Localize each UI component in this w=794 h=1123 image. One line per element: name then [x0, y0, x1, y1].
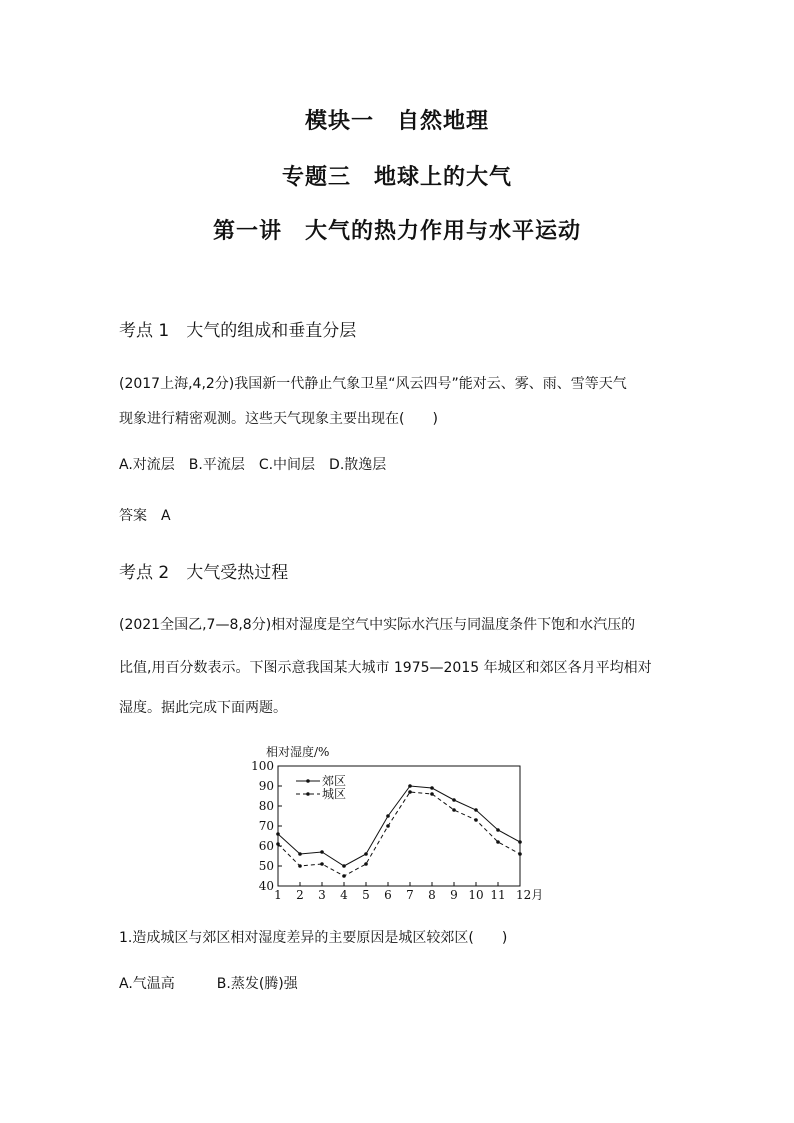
topic-title: 专题三 地球上的大气: [281, 165, 512, 190]
data-point-urban: [298, 864, 302, 868]
section2-heading: 考点 2 大气受热过程: [119, 563, 289, 583]
y-tick-label: 60: [258, 839, 274, 853]
y-tick-label: 90: [258, 779, 274, 793]
x-tick-label: 7: [406, 888, 414, 902]
legend-label-urban: 城区: [322, 787, 347, 801]
data-point-suburb: [386, 814, 390, 818]
intro-text-line3: 湿度。据此完成下面两题。: [119, 700, 287, 716]
series-line-urban: [278, 792, 520, 876]
data-point-urban: [342, 874, 346, 878]
module-title: 模块一 自然地理: [304, 109, 489, 134]
question-text-line1: (2017上海,4,2分)我国新一代静止气象卫星“风云四号”能对云、雾、雨、雪等天气: [119, 376, 627, 392]
y-tick-label: 70: [258, 819, 274, 833]
data-point-urban: [320, 862, 324, 866]
data-point-urban: [430, 792, 434, 796]
data-point-suburb: [474, 808, 478, 812]
x-tick-label: 1: [274, 888, 282, 902]
data-point-urban: [276, 842, 280, 846]
x-tick-label: 9: [450, 888, 458, 902]
humidity-line-chart: [240, 742, 550, 904]
question-1-options: A.气温高 B.蒸发(腾)强: [119, 976, 298, 992]
x-tick-label: 12月: [516, 888, 544, 902]
x-tick-label: 10: [468, 888, 484, 902]
x-tick-label: 11: [490, 888, 506, 902]
data-point-suburb: [364, 852, 368, 856]
answer-text: 答案 A: [119, 508, 171, 524]
data-point-suburb: [496, 828, 500, 832]
data-point-urban: [452, 808, 456, 812]
y-tick-label: 40: [258, 879, 274, 893]
data-point-suburb: [430, 786, 434, 790]
data-point-suburb: [320, 850, 324, 854]
question-text-line2: 现象进行精密观测。这些天气现象主要出现在( ): [119, 411, 438, 427]
intro-text-line2: 比值,用百分数表示。下图示意我国某大城市 1975—2015 年城区和郊区各月平均相对: [119, 660, 652, 676]
data-point-suburb: [408, 784, 412, 788]
legend-dot-urban: [306, 792, 310, 796]
section1-heading: 考点 1 大气的组成和垂直分层: [119, 321, 357, 341]
data-point-urban: [386, 824, 390, 828]
x-tick-label: 3: [318, 888, 326, 902]
question-options: A.对流层 B.平流层 C.中间层 D.散逸层: [119, 457, 387, 473]
data-point-urban: [408, 790, 412, 794]
legend-dot-suburb: [306, 779, 310, 783]
intro-text-line1: (2021全国乙,7—8,8分)相对湿度是空气中实际水汽压与同温度条件下饱和水汽压的: [119, 617, 636, 633]
x-tick-label: 5: [362, 888, 370, 902]
data-point-suburb: [452, 798, 456, 802]
data-point-suburb: [342, 864, 346, 868]
x-tick-label: 6: [384, 888, 392, 902]
y-tick-label: 80: [258, 799, 274, 813]
x-tick-label: 4: [340, 888, 348, 902]
legend-label-suburb: 郊区: [322, 774, 347, 788]
x-tick-label: 8: [428, 888, 436, 902]
data-point-urban: [518, 852, 522, 856]
y-tick-label: 100: [251, 759, 274, 773]
series-line-suburb: [278, 786, 520, 866]
y-axis-label: 相对湿度/%: [266, 745, 330, 759]
plot-frame: [278, 766, 520, 886]
data-point-urban: [474, 818, 478, 822]
data-point-suburb: [276, 832, 280, 836]
data-point-suburb: [298, 852, 302, 856]
lesson-title: 第一讲 大气的热力作用与水平运动: [212, 219, 581, 244]
data-point-suburb: [518, 840, 522, 844]
x-tick-label: 2: [296, 888, 304, 902]
data-point-urban: [496, 840, 500, 844]
question-1: 1.造成城区与郊区相对湿度差异的主要原因是城区较郊区( ): [119, 930, 508, 946]
y-tick-label: 50: [258, 859, 274, 873]
data-point-urban: [364, 862, 368, 866]
